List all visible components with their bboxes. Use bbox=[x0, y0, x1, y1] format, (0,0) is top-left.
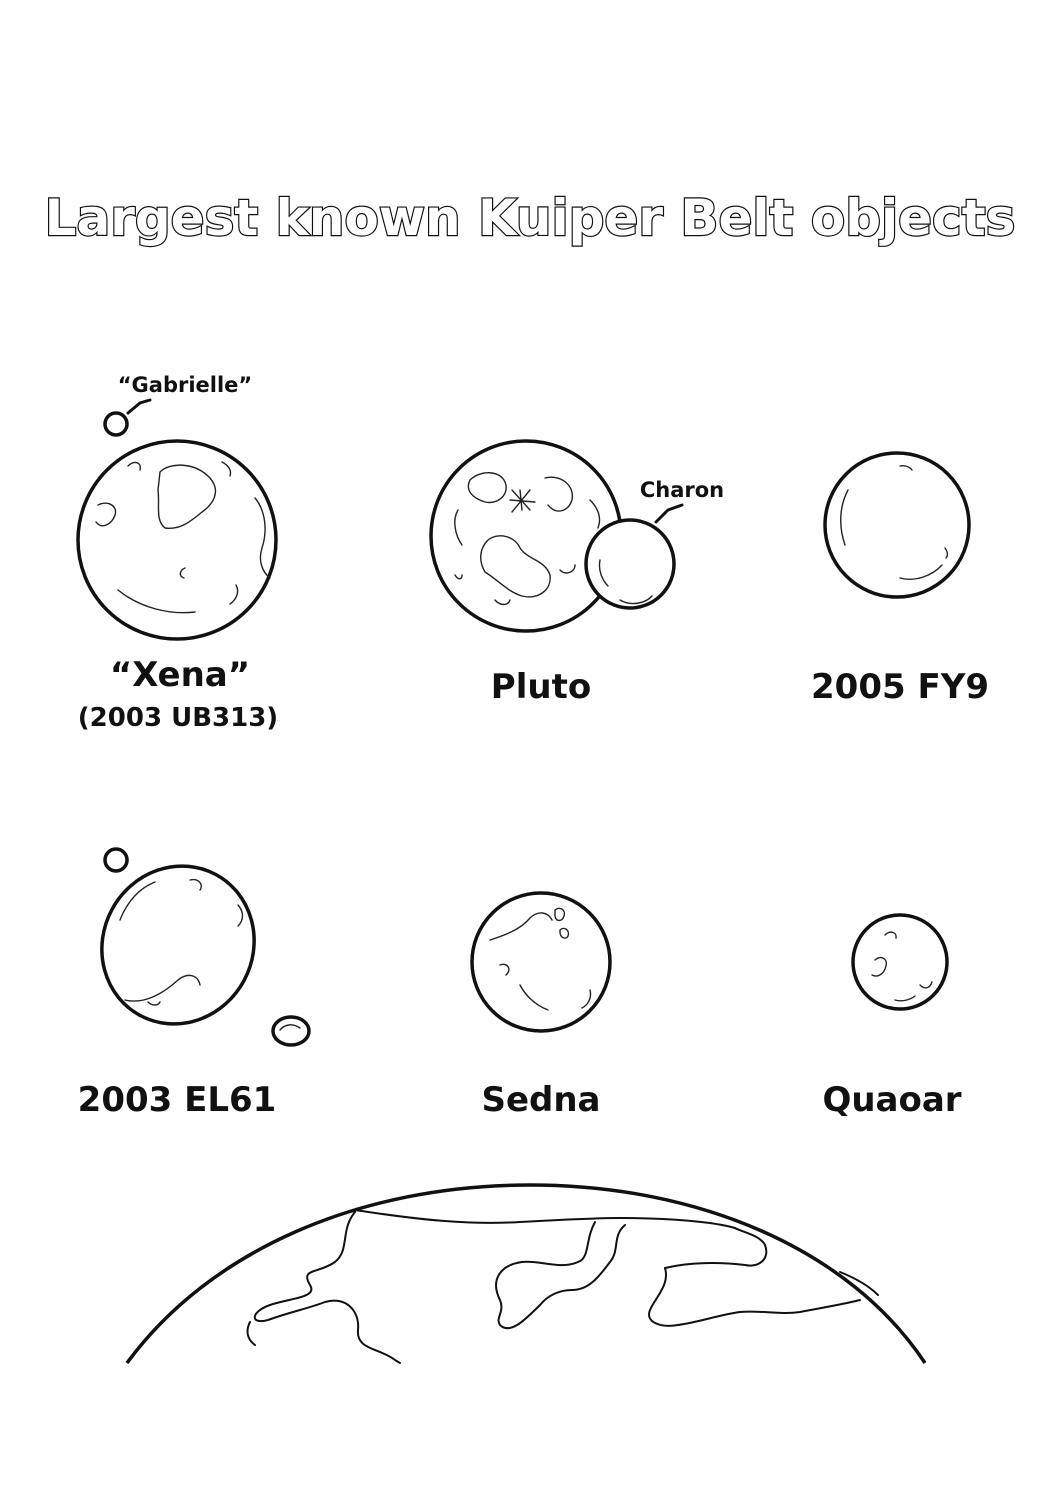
fy9-body bbox=[825, 453, 969, 597]
quaoar-body bbox=[853, 915, 947, 1009]
fy9-label: 2005 FY9 bbox=[811, 667, 989, 707]
earth-continents bbox=[248, 1210, 878, 1363]
el61-group bbox=[74, 839, 309, 1120]
sedna-label: Sedna bbox=[481, 1080, 601, 1120]
el61-moon-1 bbox=[105, 849, 127, 871]
xena-group bbox=[78, 373, 278, 733]
earth-partial bbox=[127, 1185, 925, 1363]
xena-planet bbox=[78, 441, 276, 639]
earth-limb bbox=[127, 1185, 925, 1363]
sedna-body bbox=[472, 893, 610, 1031]
gabrielle-label: “Gabrielle” bbox=[117, 373, 253, 397]
page-title: Largest known Kuiper Belt objects bbox=[44, 189, 1016, 247]
charon-label: Charon bbox=[639, 478, 725, 502]
sedna-group bbox=[472, 893, 610, 1120]
el61-label: 2003 EL61 bbox=[77, 1080, 277, 1120]
pluto-label: Pluto bbox=[490, 667, 592, 707]
pluto-group bbox=[431, 441, 724, 707]
gabrielle-moon bbox=[105, 413, 127, 435]
fy9-group bbox=[811, 453, 989, 707]
el61-body bbox=[74, 839, 282, 1051]
pluto-planet bbox=[431, 441, 621, 631]
charon-leader bbox=[656, 505, 682, 522]
xena-designation: (2003 UB313) bbox=[77, 703, 279, 733]
quaoar-label: Quaoar bbox=[822, 1080, 962, 1120]
xena-label: “Xena” bbox=[109, 655, 251, 695]
quaoar-group bbox=[822, 915, 961, 1120]
gabrielle-leader bbox=[128, 400, 150, 413]
el61-moon-2 bbox=[273, 1017, 309, 1045]
